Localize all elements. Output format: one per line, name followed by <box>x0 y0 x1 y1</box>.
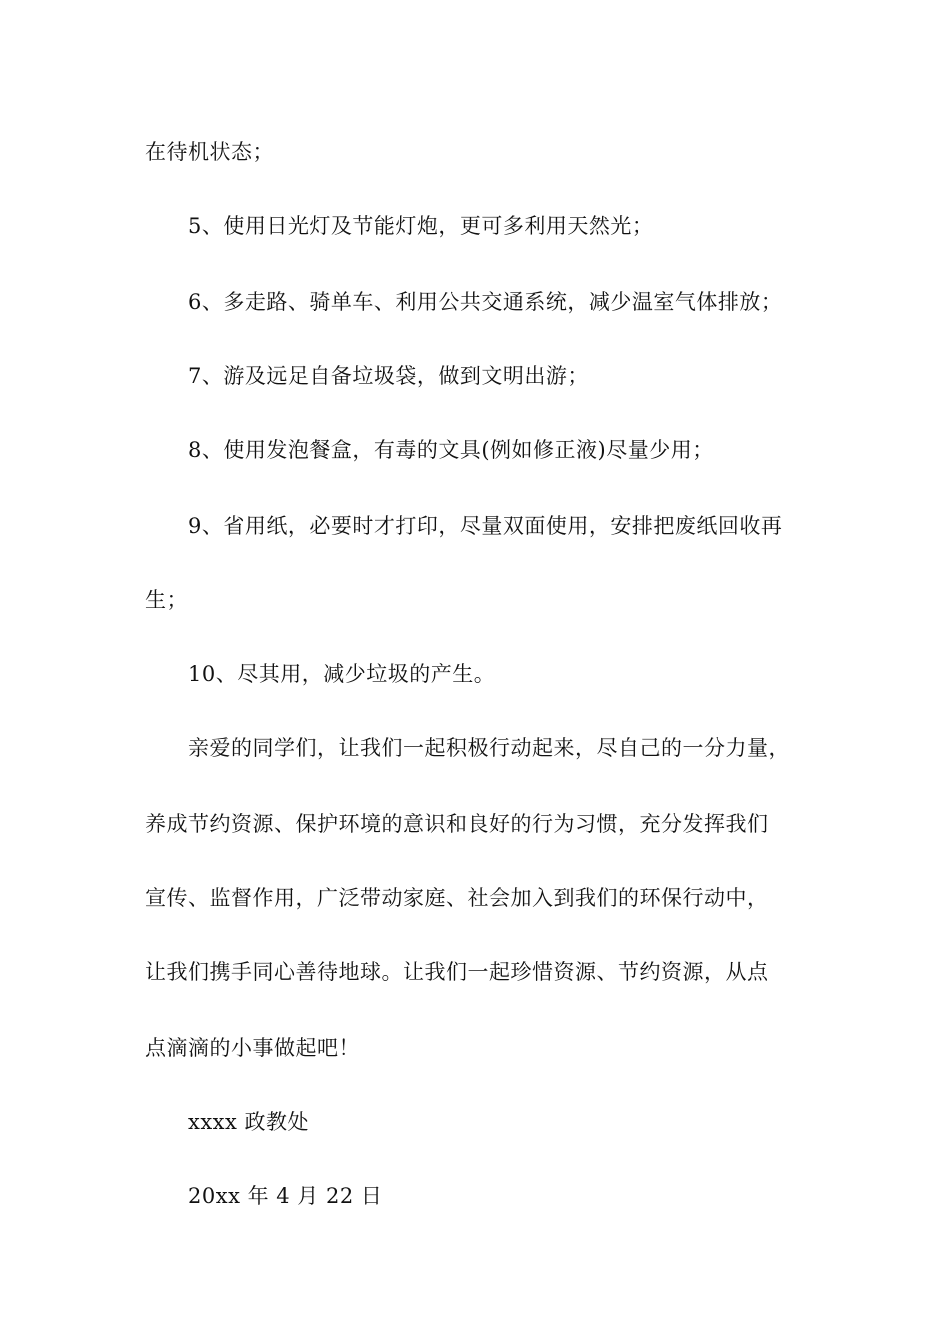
closing-paragraph-line: 点滴滴的小事做起吧！ <box>145 1036 360 1060</box>
list-item-7: 7、游及远足自备垃圾袋，做到文明出游； <box>188 364 589 388</box>
closing-paragraph-line: 宣传、监督作用，广泛带动家庭、社会加入到我们的环保行动中， <box>145 886 769 910</box>
closing-paragraph-line: 养成节约资源、保护环境的意识和良好的行为习惯，充分发挥我们 <box>145 812 769 836</box>
list-item-6: 6、多走路、骑单车、利用公共交通系统，减少温室气体排放； <box>188 290 783 314</box>
list-item-8: 8、使用发泡餐盒，有毒的文具(例如修正液)尽量少用； <box>188 438 714 462</box>
list-item-5: 5、使用日光灯及节能灯炮，更可多利用天然光； <box>188 214 654 238</box>
signature-date: 20xx 年 4 月 22 日 <box>188 1184 383 1208</box>
text-line: 在待机状态； <box>145 140 274 164</box>
closing-paragraph-line: 亲爱的同学们，让我们一起积极行动起来，尽自己的一分力量， <box>188 736 790 760</box>
list-item-9: 9、省用纸，必要时才打印，尽量双面使用，安排把废纸回收再 <box>188 514 783 538</box>
closing-paragraph-line: 让我们携手同心善待地球。让我们一起珍惜资源、节约资源，从点 <box>145 960 769 984</box>
list-item-10: 10、尽其用，减少垃圾的产生。 <box>188 662 496 686</box>
signature-office: xxxx 政教处 <box>188 1110 310 1134</box>
text-line: 生； <box>145 588 188 612</box>
